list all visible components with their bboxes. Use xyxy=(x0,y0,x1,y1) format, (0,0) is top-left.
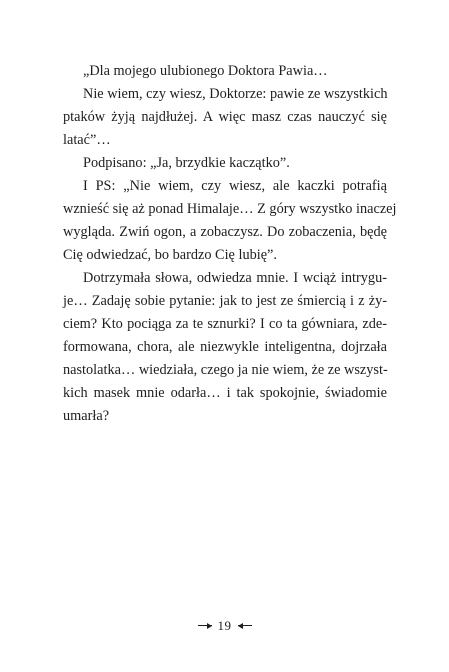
paragraph-postscript xyxy=(63,175,397,267)
page-number: 19 xyxy=(217,618,232,634)
text-line: ptaków żyją najdłużej. A więc masz czas nauczyć się xyxy=(63,109,387,125)
paragraph-dedication xyxy=(63,60,387,83)
text-line: nastolatka… wiedziała, czego ja nie wiem, że ze wszyst- xyxy=(63,362,388,378)
text-line: je… Zadaję sobie pytanie: jak to jest ze śmiercią i z ży- xyxy=(63,293,387,309)
text-line: Nie wiem, czy wiesz, Doktorze: pawie ze wszystkich xyxy=(83,86,388,102)
arrow-right-ornament-icon xyxy=(198,623,212,629)
paragraph-signature xyxy=(63,152,387,175)
paragraph-peacock xyxy=(63,83,387,152)
body-text xyxy=(63,60,397,428)
text-line: wygląda. Zwiń ogon, a zobaczysz. Do zobaczenia, będę xyxy=(63,224,387,240)
text-line: latać”… xyxy=(63,132,111,148)
arrow-left-ornament-icon xyxy=(238,623,252,629)
paragraph-reflection xyxy=(63,267,387,428)
text-line: ciem? Kto pociąga za te sznurki? I co ta gówniara, zde- xyxy=(63,316,387,332)
text-line: formowana, chora, ale niezwykle inteligentna, dojrzała xyxy=(63,339,387,355)
text-line: umarła? xyxy=(63,408,110,424)
text-line: I PS: „Nie wiem, czy wiesz, ale kaczki potrafią xyxy=(83,178,387,194)
text-line: Cię odwiedzać, bo bardzo Cię lubię”. xyxy=(63,247,277,263)
text-line: Podpisano: „Ja, brzydkie kaczątko”. xyxy=(83,155,290,171)
text-line: Dotrzymała słowa, odwiedza mnie. I wciąż intrygu- xyxy=(83,270,387,286)
text-line: kich masek mnie odarła… i tak spokojnie, świadomie xyxy=(63,385,387,401)
text-line: „Dla mojego ulubionego Doktora Pawia… xyxy=(83,63,328,79)
page-number-footer xyxy=(0,616,449,635)
text-line: wznieść się aż ponad Himalaje… Z góry wszystko inaczej xyxy=(63,201,397,217)
